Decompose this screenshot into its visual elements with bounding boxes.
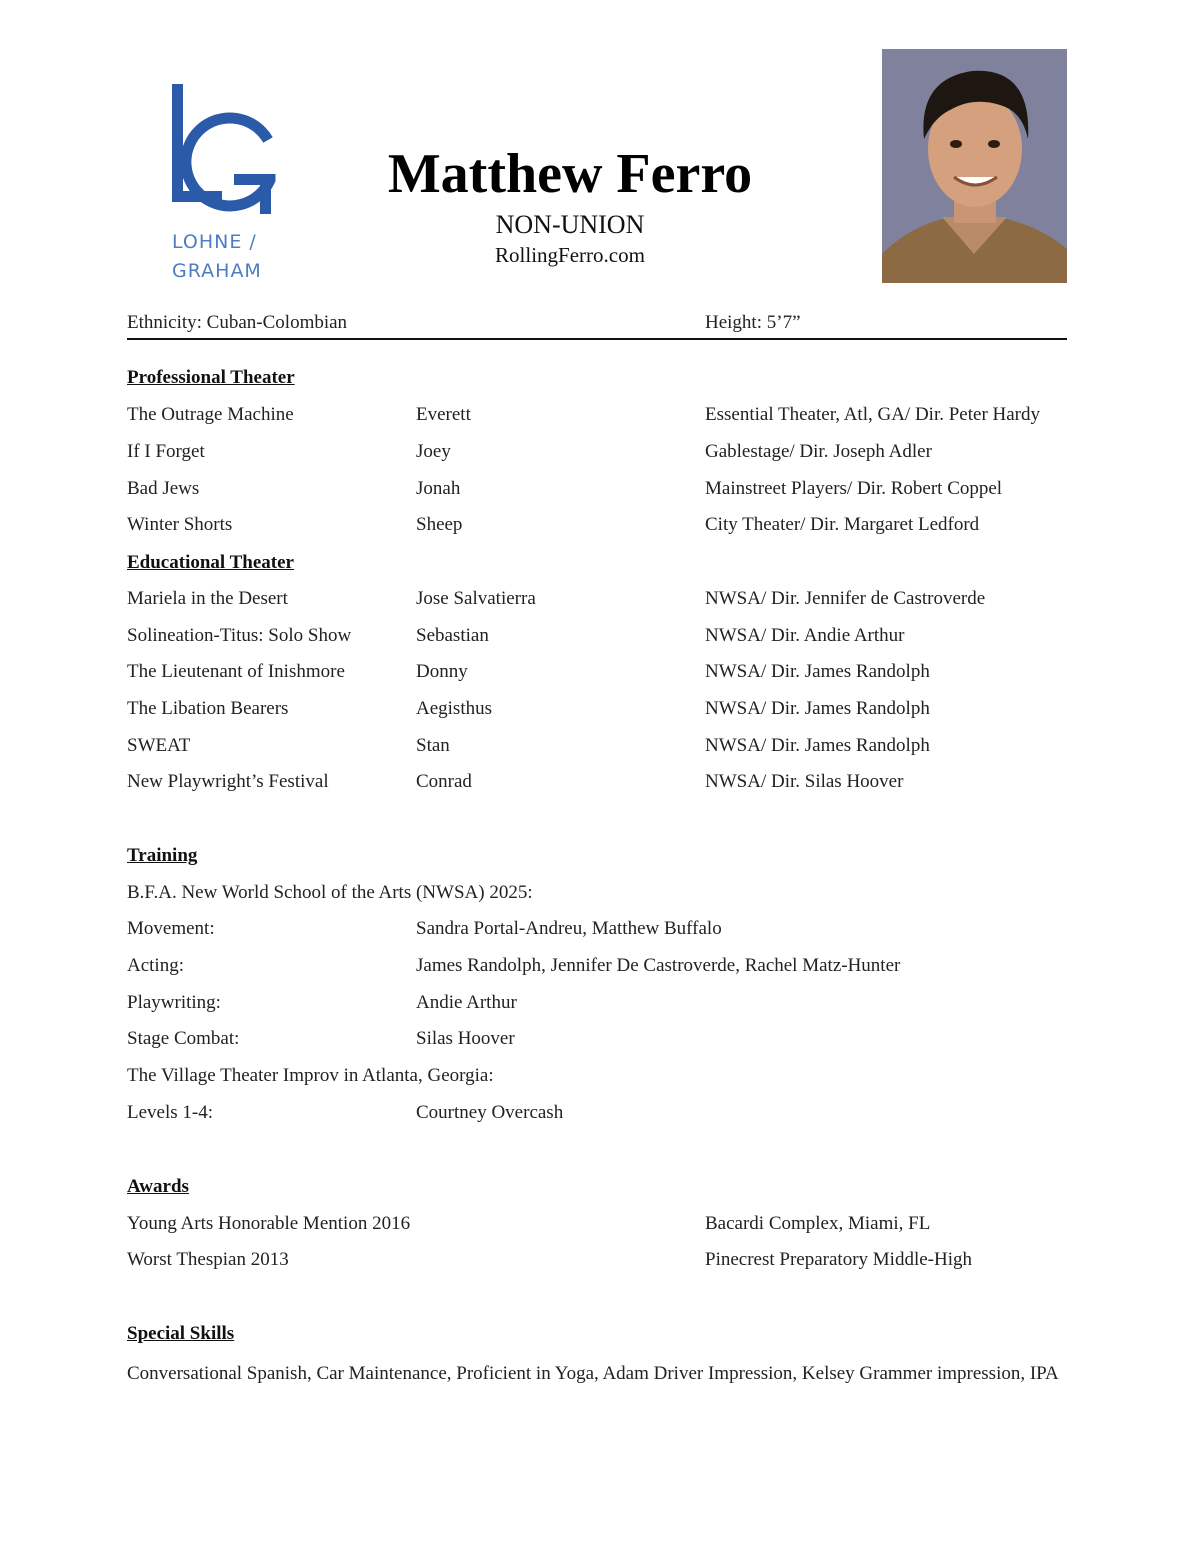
logo-text-line1: LOHNE / [172, 231, 257, 253]
credit-venue: NWSA/ Dir. James Randolph [705, 661, 930, 682]
training-teachers: James Randolph, Jennifer De Castroverde, Rachel Matz-Hunter [416, 955, 901, 976]
training-school-name: B.F.A. New World School of the Arts (NWSA) 2025: [127, 882, 533, 903]
credit-show: Winter Shorts [127, 514, 233, 535]
special-skills-heading: Special Skills [127, 1323, 235, 1344]
credit-row [127, 441, 1067, 467]
award-place: Bacardi Complex, Miami, FL [705, 1213, 931, 1234]
training-row [127, 1102, 1067, 1128]
credit-row [127, 478, 1067, 504]
training-subject: Acting: [127, 955, 184, 976]
credit-row [127, 735, 1067, 761]
award-name: Young Arts Honorable Mention 2016 [127, 1213, 411, 1234]
credit-show: New Playwright’s Festival [127, 771, 329, 792]
credit-role: Jose Salvatierra [416, 588, 536, 609]
award-name: Worst Thespian 2013 [127, 1249, 289, 1270]
training-teachers: Sandra Portal-Andreu, Matthew Buffalo [416, 918, 722, 939]
credit-role: Donny [416, 661, 468, 682]
awards-heading: Awards [127, 1176, 189, 1197]
credit-show: The Lieutenant of Inishmore [127, 661, 345, 682]
credit-show: Mariela in the Desert [127, 588, 288, 609]
training-row [127, 992, 1067, 1018]
training-school [127, 1065, 1067, 1091]
credit-show: Bad Jews [127, 478, 200, 499]
credit-role: Jonah [416, 478, 461, 499]
credit-role: Aegisthus [416, 698, 492, 719]
union-status: NON-UNION [495, 210, 645, 239]
award-place: Pinecrest Preparatory Middle-High [705, 1249, 972, 1270]
credit-venue: NWSA/ Dir. James Randolph [705, 735, 930, 756]
website-link[interactable]: RollingFerro.com [495, 243, 645, 267]
credit-venue: City Theater/ Dir. Margaret Ledford [705, 514, 980, 535]
credit-row [127, 404, 1067, 430]
training-subject: Levels 1-4: [127, 1102, 214, 1123]
credit-role: Sebastian [416, 625, 489, 646]
ethnicity-text: Ethnicity: Cuban-Colombian [127, 312, 348, 333]
training-school-name: The Village Theater Improv in Atlanta, Georgia: [127, 1065, 494, 1086]
height-text: Height: 5’7” [705, 312, 801, 333]
training-subject: Playwriting: [127, 992, 221, 1013]
credit-venue: NWSA/ Dir. Silas Hoover [705, 771, 904, 792]
header-divider [127, 338, 1067, 340]
credit-row [127, 625, 1067, 651]
credit-role: Joey [416, 441, 451, 462]
training-school [127, 882, 1067, 908]
special-skills-text: Conversational Spanish, Car Maintenance, Proficient in Yoga, Adam Driver Impression, Kelsey Grammer impression, IPA [127, 1363, 1059, 1384]
credit-row [127, 588, 1067, 614]
professional-theater-heading: Professional Theater [127, 367, 295, 388]
credit-show: Solineation-Titus: Solo Show [127, 625, 352, 646]
credit-venue: NWSA/ Dir. Jennifer de Castroverde [705, 588, 986, 609]
award-row [127, 1213, 1067, 1239]
training-heading: Training [127, 845, 198, 866]
training-row [127, 918, 1067, 944]
credit-role: Sheep [416, 514, 463, 535]
credit-venue: NWSA/ Dir. Andie Arthur [705, 625, 905, 646]
credit-row [127, 661, 1067, 687]
credit-role: Everett [416, 404, 471, 425]
credit-show: The Outrage Machine [127, 404, 294, 425]
credit-venue: Essential Theater, Atl, GA/ Dir. Peter Hardy [705, 404, 1041, 425]
credit-show: The Libation Bearers [127, 698, 289, 719]
training-subject: Stage Combat: [127, 1028, 240, 1049]
credit-show: SWEAT [127, 735, 191, 756]
training-row [127, 955, 1067, 981]
actor-name: Matthew Ferro [387, 143, 753, 205]
headshot-photo [882, 49, 1067, 283]
credit-role: Stan [416, 735, 450, 756]
logo-text-line2: GRAHAM [172, 260, 262, 282]
credit-row [127, 514, 1067, 540]
award-row [127, 1249, 1067, 1275]
lg-monogram-icon [160, 78, 290, 228]
credit-venue: Mainstreet Players/ Dir. Robert Coppel [705, 478, 1003, 499]
credit-row [127, 698, 1067, 724]
credit-show: If I Forget [127, 441, 205, 462]
training-teachers: Courtney Overcash [416, 1102, 564, 1123]
educational-theater-heading: Educational Theater [127, 552, 294, 573]
credit-role: Conrad [416, 771, 472, 792]
credit-row [127, 771, 1067, 797]
training-subject: Movement: [127, 918, 215, 939]
credit-venue: Gablestage/ Dir. Joseph Adler [705, 441, 932, 462]
credit-venue: NWSA/ Dir. James Randolph [705, 698, 930, 719]
training-teachers: Andie Arthur [416, 992, 517, 1013]
training-teachers: Silas Hoover [416, 1028, 515, 1049]
training-row [127, 1028, 1067, 1054]
